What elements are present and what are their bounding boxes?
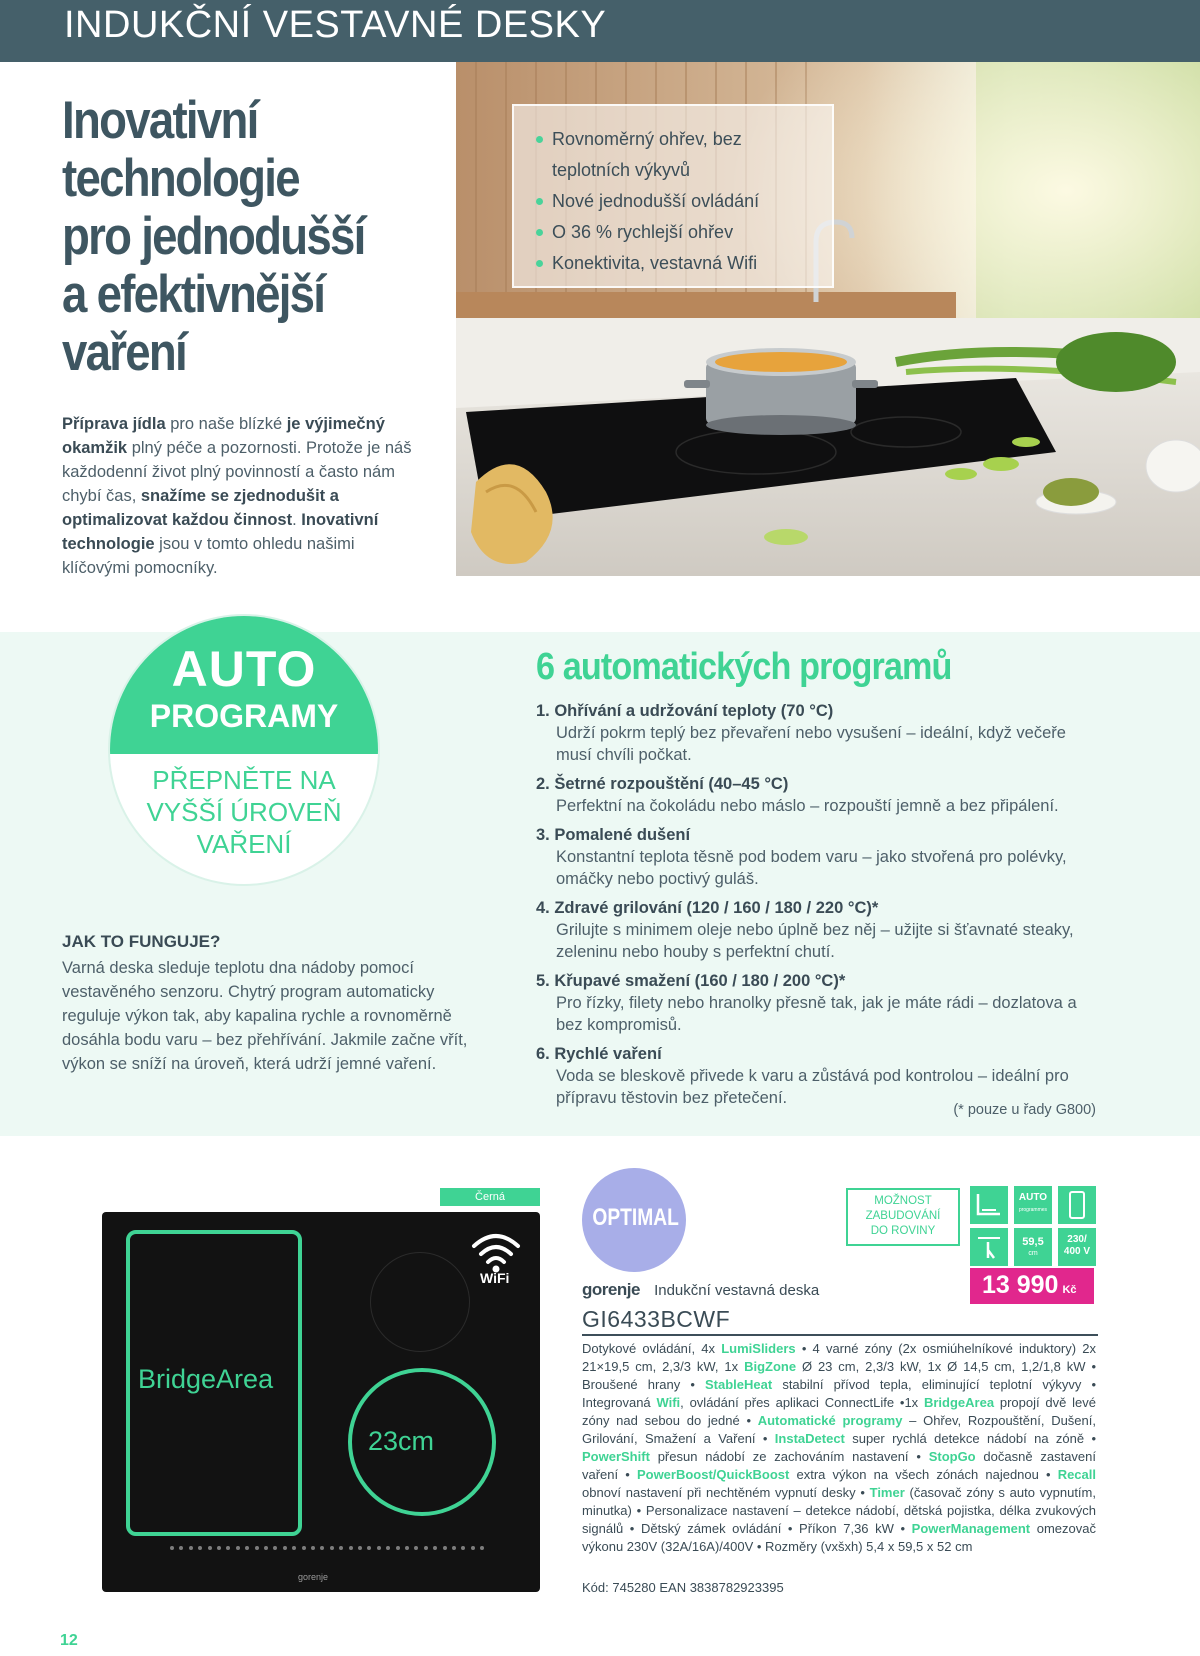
- program-item: [536, 773, 1102, 817]
- feature-item: Konektivita, vestavná Wifi: [536, 248, 810, 279]
- touch-control-dot: [179, 1546, 183, 1550]
- intro-text: plný péče a pozornosti. Protože je náš každodenní život plný povinností a často nám chybí čas,: [62, 439, 412, 505]
- auto-badge-switch-line: VAŘENÍ: [196, 829, 292, 859]
- program-name: 1. Ohřívání a udržování teploty (70 °C): [536, 702, 834, 720]
- auto-badge-subtitle: PROGRAMY: [149, 698, 339, 734]
- spec-feature-name: StableHeat: [705, 1377, 773, 1392]
- auto-badge-switch-line: VYŠŠÍ ÚROVEŇ: [146, 797, 342, 827]
- hob-touch-controls: [162, 1540, 492, 1564]
- touch-control-dot: [471, 1546, 475, 1550]
- price-value: 13 990: [982, 1271, 1059, 1299]
- intro-bold-text: Příprava jídla: [62, 415, 166, 433]
- touch-control-dot: [396, 1546, 400, 1550]
- touch-control-icon: [970, 1228, 1008, 1266]
- spec-feature-name: PowerBoost/QuickBoost: [636, 1467, 790, 1482]
- touch-control-dot: [170, 1546, 174, 1550]
- intro-bold-text: Inovativní technologie: [62, 511, 379, 553]
- spec-feature-name: Recall: [1057, 1467, 1096, 1482]
- touch-control-dot: [452, 1546, 456, 1550]
- intro-bold-text: snažíme se zjednodušit a optimalizovat každou činnost: [62, 487, 339, 529]
- product-model: GI6433BCWF: [582, 1306, 731, 1332]
- page-number: 12: [60, 1632, 78, 1649]
- touch-control-dot: [414, 1546, 418, 1550]
- spec-text: přesun nádobí ze zachováním nastavení •: [649, 1449, 929, 1464]
- touch-control-dot: [245, 1546, 249, 1550]
- spec-text: Ø 23 cm, 2,3/3 kW, 1x Ø 14,5 cm, 1,2/1,8 kW • Broušené hrany •: [582, 1359, 1096, 1392]
- bridge-area-label: BridgeArea: [138, 1364, 274, 1394]
- spec-feature-name: StopGo: [928, 1449, 976, 1464]
- touch-control-dot: [358, 1546, 362, 1550]
- spec-feature-name: Wifi: [656, 1395, 681, 1410]
- touch-control-dot: [302, 1546, 306, 1550]
- spec-feature-name: PowerShift: [582, 1449, 650, 1464]
- flush-mount-badge: [846, 1188, 960, 1246]
- pot-illustration: [684, 348, 878, 435]
- touch-control-dot: [480, 1546, 484, 1550]
- touch-control-dot: [367, 1546, 371, 1550]
- touch-control-dot: [443, 1546, 447, 1550]
- program-description: Udrží pokrm teplý bez převaření nebo vysušení – ideální, když večeře musí chvíli počkat.: [556, 724, 1066, 764]
- touch-control-dot: [433, 1546, 437, 1550]
- program-name: 3. Pomalené dušení: [536, 826, 691, 844]
- touch-control-dot: [461, 1546, 465, 1550]
- product-code: Kód: 745280 EAN 3838782923395: [582, 1580, 784, 1595]
- spec-text: stabilní přívod tepla, eliminující teplotní výkyvy • Integrovaná: [582, 1377, 1096, 1410]
- voltage-label: 230/ 400 V: [1063, 1234, 1091, 1257]
- touch-control-dot: [226, 1546, 230, 1550]
- program-description: Perfektní na čokoládu nebo máslo – rozpouští jemně a bez připálení.: [556, 797, 1059, 815]
- touch-control-dot: [424, 1546, 428, 1550]
- width-icon: [1014, 1228, 1052, 1266]
- touch-control-dot: [330, 1546, 334, 1550]
- spec-text: Dotykové ovládání, 4x: [582, 1341, 722, 1356]
- product-specs: [582, 1340, 1096, 1556]
- spec-feature-name: BigZone: [744, 1359, 797, 1374]
- auto-icon-label: AUTO: [1018, 1192, 1048, 1203]
- touch-control-dot: [311, 1546, 315, 1550]
- program-name: 4. Zdravé grilování (120 / 160 / 180 / 220 °C)*: [536, 899, 879, 917]
- program-item: [536, 700, 1102, 766]
- how-it-works-title: JAK TO FUNGUJE?: [62, 932, 221, 951]
- features-list: [536, 124, 810, 279]
- auto-programs-icon: [1014, 1186, 1052, 1224]
- program-description: Grilujte s minimem oleje nebo úplně bez něj – užijte si šťavnaté steaky, zeleninu nebo houby s perfektní chutí.: [556, 921, 1074, 961]
- spec-text: omezovač výkonu 230V (32A/16A)/400V • Rozměry (vxšxh) 5,4 x 59,5 x 52 cm: [582, 1521, 1096, 1554]
- intro-text: .: [292, 511, 302, 529]
- spec-feature-name: PowerManagement: [911, 1521, 1031, 1536]
- hero-heading-line: technologie: [62, 149, 299, 208]
- price-tag: [970, 1268, 1094, 1304]
- auto-programs-badge: [110, 616, 378, 884]
- touch-control-dot: [264, 1546, 268, 1550]
- program-item: [536, 970, 1102, 1036]
- auto-badge-switch-line: PŘEPNĚTE NA: [152, 765, 336, 795]
- touch-control-dot: [198, 1546, 202, 1550]
- programs-title: 6 automatických programů: [536, 646, 952, 688]
- flush-mount-line: DO ROVINY: [870, 1225, 936, 1237]
- touch-control-dot: [377, 1546, 381, 1550]
- color-tag: Černá: [440, 1188, 540, 1206]
- width-value: 59,5: [1022, 1236, 1044, 1248]
- section-title: INDUKČNÍ VESTAVNÉ DESKY: [64, 4, 607, 46]
- spec-text: – Ohřev, Rozpouštění, Dušení, Grilování, Smažení a Vaření •: [582, 1413, 1096, 1446]
- feature-item: Nové jednodušší ovládání: [536, 186, 810, 217]
- spec-feature-name: LumiSliders: [721, 1341, 796, 1356]
- touch-control-dot: [386, 1546, 390, 1550]
- program-name: 6. Rychlé vaření: [536, 1045, 662, 1063]
- touch-control-dot: [405, 1546, 409, 1550]
- program-name: 2. Šetrné rozpouštění (40–45 °C): [536, 775, 789, 793]
- spec-text: • 4 varné zóny (2x osmiúhelníkové induktory) 2x 21×19,5 cm, 2,3/3 kW, 1x: [582, 1341, 1096, 1374]
- programs-note: (* pouze u řady G800): [953, 1102, 1096, 1118]
- intro-bold-text: je výjimečný okamžik: [62, 415, 385, 457]
- program-description: Konstantní teplota těsně pod bodem varu – jako stvořená pro polévky, omáčky nebo poctivý guláš.: [556, 848, 1067, 888]
- spec-text: super rychlá detekce nádobí na zóně •: [844, 1431, 1096, 1446]
- how-it-works-text: Varná deska sleduje teplotu dna nádoby pomocí vestavěného senzoru. Chytrý program automaticky reguluje výkon tak, aby kapalina rychle a rovnoměrně dosáhla bodu varu – bez přehřívání. Jakmile začne vřít, výkon se sníží na úroveň, která udrží jemné vaření.: [62, 959, 468, 1073]
- spec-feature-name: Timer: [869, 1485, 905, 1500]
- hero-heading-line: Inovativní: [62, 91, 258, 150]
- intro-text: jsou v tomto ohledu našimi klíčovými pomocníky.: [62, 535, 355, 577]
- spec-text: (časovač zóny s auto vypnutím, minutka) • Personalizace nastavení – detekce nádobí, dětská pojistka, délka zvukových signálů • Dětský zámek ovládání • Příkon 7,36 kW •: [582, 1485, 1096, 1536]
- voltage-icon: [1058, 1228, 1096, 1266]
- hero-heading: [62, 92, 389, 382]
- optimal-badge-label: OPTIMAL: [592, 1204, 679, 1231]
- spec-text: propojí dvě levé zóny nad sebou do jedné •: [582, 1395, 1096, 1428]
- touch-control-dot: [292, 1546, 296, 1550]
- feature-icons: [970, 1186, 1096, 1264]
- spec-feature-name: InstaDetect: [774, 1431, 845, 1446]
- product-category: Indukční vestavná deska: [654, 1282, 820, 1299]
- spec-text: obnoví nastavení při nechtěném vypnutí desky •: [582, 1485, 870, 1500]
- hero-heading-line: vaření: [62, 323, 186, 382]
- touch-control-dot: [273, 1546, 277, 1550]
- spec-feature-name: BridgeArea: [923, 1395, 995, 1410]
- spec-text: , ovládání přes aplikaci ConnectLife •1x: [680, 1395, 924, 1410]
- model-divider: [582, 1334, 1098, 1336]
- spec-feature-name: Automatické programy: [757, 1413, 903, 1428]
- touch-control-dot: [255, 1546, 259, 1550]
- width-unit: cm: [1028, 1250, 1038, 1257]
- touch-control-dot: [208, 1546, 212, 1550]
- price-currency: Kč: [1062, 1284, 1077, 1296]
- program-item: [536, 897, 1102, 963]
- feature-item: Rovnoměrný ohřev, bez teplotních výkyvů: [536, 124, 810, 186]
- touch-control-dot: [283, 1546, 287, 1550]
- program-item: [536, 1043, 1102, 1109]
- auto-icon-sublabel: programmes: [1018, 1207, 1048, 1213]
- touch-control-dot: [349, 1546, 353, 1550]
- hob-image: [102, 1212, 540, 1592]
- optimal-badge: [582, 1168, 686, 1272]
- brand-logo: gorenje: [582, 1280, 640, 1299]
- wifi-label: WiFi: [480, 1270, 510, 1286]
- phone-icon: [1058, 1186, 1096, 1224]
- programs-list: [536, 700, 1102, 1116]
- hero-heading-line: pro jednodušší: [62, 207, 365, 266]
- flush-mount-line: ZABUDOVÁNÍ: [865, 1210, 941, 1222]
- touch-control-dot: [320, 1546, 324, 1550]
- auto-badge-title: AUTO: [171, 641, 317, 697]
- program-description: Pro řízky, filety nebo hranolky přesně tak, jak je máte rádi – dozlatova a bez kompromisů.: [556, 994, 1077, 1034]
- header-bar: [0, 0, 1200, 62]
- touch-control-dot: [339, 1546, 343, 1550]
- program-item: [536, 824, 1102, 890]
- program-name: 5. Křupavé smažení (160 / 180 / 200 °C)*: [536, 972, 846, 990]
- brand-line: [582, 1280, 819, 1300]
- flush-mount-line: MOŽNOST: [874, 1195, 932, 1207]
- program-description: Voda se bleskově přivede k varu a zůstává pod kontrolou – ideální pro přípravu těstovin bez přetečení.: [556, 1067, 1069, 1107]
- bigzone-label: 23cm: [368, 1426, 435, 1456]
- spec-text: dočasně zastavení vaření •: [582, 1449, 1096, 1482]
- touch-control-dot: [217, 1546, 221, 1550]
- intro-text: pro naše blízké: [165, 415, 287, 433]
- features-overlay: [512, 104, 834, 288]
- intro-paragraph: [62, 412, 422, 580]
- auto-badge-switch: [110, 764, 378, 860]
- touch-control-dot: [236, 1546, 240, 1550]
- flush-mount-icon: [970, 1186, 1008, 1224]
- spec-text: extra výkon na všech zónách najednou •: [789, 1467, 1058, 1482]
- hob-brand-mark: gorenje: [298, 1572, 329, 1582]
- hero-heading-line: a efektivnější: [62, 265, 325, 324]
- hob-zone-outline: [370, 1252, 470, 1352]
- touch-control-dot: [189, 1546, 193, 1550]
- feature-item: O 36 % rychlejší ohřev: [536, 217, 810, 248]
